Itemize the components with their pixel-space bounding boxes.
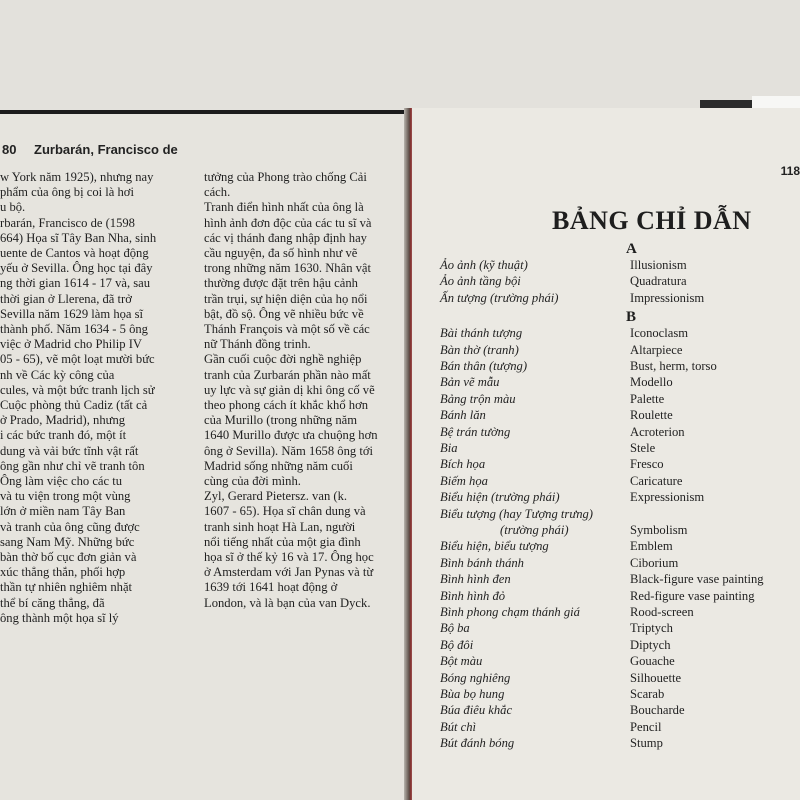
text-line: ng thời gian 1614 - 17 và, sau: [0, 276, 151, 291]
text-line: nổi tiếng nhất của một gia đình: [204, 534, 361, 549]
index-term-english: Triptych: [630, 621, 673, 636]
text-line: hình ảnh đơn độc của các tu sĩ và: [204, 215, 372, 230]
index-term-english: Ciborium: [630, 555, 679, 570]
index-term-vietnamese: Bản vẽ mẫu: [440, 375, 500, 390]
text-line: Sevilla năm 1629 làm họa sĩ: [0, 306, 144, 321]
text-line: 664) Họa sĩ Tây Ban Nha, sinh: [0, 230, 157, 245]
index-term-vietnamese: Ảo ảnh (kỹ thuật): [440, 258, 528, 272]
text-line: ông thành một họa sĩ lý: [0, 610, 119, 625]
text-line: họa sĩ ở thế kỷ 16 và 17. Ông học: [204, 550, 374, 565]
text-line: thành phố. Năm 1634 - 5 ông: [0, 322, 148, 337]
index-section-letter: A: [626, 241, 637, 257]
index-term-vietnamese: Bài thánh tượng: [440, 326, 523, 341]
index-term-english: Stump: [630, 736, 663, 751]
text-line: 05 - 65), vẽ một loạt mười bức: [0, 352, 155, 367]
text-line: 1640 Murillo được ưa chuộng hơn: [204, 428, 378, 443]
index-term-vietnamese: Biểu hiện (trường phái): [440, 490, 560, 505]
index-term-english: Modello: [630, 375, 673, 390]
index-term-english: Gouache: [630, 654, 675, 669]
text-line: thường được đặt trên hậu cảnh: [204, 276, 358, 291]
index-term-vietnamese: Bùa bọ hung: [440, 687, 505, 701]
index-term-english: Palette: [630, 391, 665, 406]
text-line: Madrid sống những năm cuối: [204, 458, 353, 473]
text-line: trần trụi, sự hiện diện của họ nổi: [204, 291, 368, 306]
right-page: [412, 108, 800, 800]
text-line: Thánh François và một số về các: [204, 322, 370, 337]
index-term-vietnamese: Biểu tượng (hay Tượng trưng): [440, 506, 593, 521]
index-term-english: Black-figure vase painting: [630, 572, 764, 587]
text-line: phẩm của ông bị coi là hơi: [0, 185, 134, 200]
text-line: London, và là bạn của van Dyck.: [204, 595, 371, 610]
text-line: ông ở Sevilla). Năm 1658 ông tới: [204, 443, 373, 458]
index-term-english: Acroterion: [630, 424, 685, 439]
index-term-english: Silhouette: [630, 670, 682, 685]
index-term-english: Expressionism: [630, 490, 705, 505]
index-term-vietnamese: Bộ đôi: [440, 637, 474, 652]
text-line: ở Amsterdam với Jan Pynas và từ: [204, 565, 374, 580]
index-term-english: Pencil: [630, 719, 662, 734]
text-line: theo phong cách ít khắc khổ hơn: [204, 398, 369, 413]
text-line: cùng của đời mình.: [204, 474, 301, 489]
text-line: cầu nguyện, đa số hình như vẽ: [204, 246, 358, 261]
text-line: và tu viện trong một vùng: [0, 489, 131, 504]
index-term-vietnamese: Bình hình đen: [440, 572, 511, 587]
text-line: Ông làm việc cho các tu: [0, 474, 123, 489]
index-term-vietnamese: Ảo ảnh tầng bội: [440, 274, 521, 289]
index-term-english: Red-figure vase painting: [630, 588, 755, 603]
text-line: và tranh của ông cũng được: [0, 519, 140, 534]
index-term-english: Altarpiece: [630, 342, 683, 357]
text-line: tranh sinh hoạt Hà Lan, người: [204, 519, 356, 534]
text-line: rbarán, Francisco de (1598: [0, 215, 135, 230]
index-term-vietnamese: Biếm họa: [440, 473, 488, 488]
text-line: 1639 tới 1641 hoạt động ở: [204, 580, 338, 595]
text-line: tranh của Zurbarán phần nào mất: [204, 367, 371, 382]
text-line: cách.: [204, 185, 231, 200]
text-line: u bộ.: [0, 200, 26, 215]
index-term-vietnamese: Ấn tượng (trường phái): [440, 290, 559, 305]
index-term-english: Impressionism: [630, 290, 705, 305]
index-term-vietnamese: Bán thân (tượng): [440, 359, 528, 373]
text-line: Tranh điển hình nhất của ông là: [204, 200, 364, 215]
index-term-vietnamese: Bình bánh thánh: [440, 555, 524, 570]
index-term-english: Bust, herm, torso: [630, 359, 717, 373]
index-term-vietnamese: Bệ trán tường: [440, 424, 511, 439]
index-term-vietnamese: Biểu hiện, biểu tượng: [440, 539, 549, 554]
left-running-header: Zurbarán, Francisco de: [34, 142, 178, 157]
right-page-number: 118: [780, 164, 800, 178]
left-column-text: [0, 170, 192, 626]
index-term-english: Illusionism: [630, 258, 687, 272]
index-title: BẢNG CHỈ DẪN: [552, 206, 752, 235]
text-line: Cuộc phòng thủ Cadiz (tất cả: [0, 398, 148, 413]
text-line: dung và vải bức tĩnh vật rất: [0, 443, 139, 458]
right-column-text: [204, 170, 400, 611]
text-line: việc ở Madrid cho Philip IV: [0, 337, 143, 352]
text-line: xúc thẳng thắn, phối hợp: [0, 565, 126, 580]
text-line: uy lực và sự giản dị khi ông cố vẽ: [204, 382, 375, 397]
text-line: nh về Các kỳ công của: [0, 367, 115, 382]
index-term-vietnamese: Bàn thờ (tranh): [440, 342, 519, 357]
text-line: trong những năm 1630. Nhân vật: [204, 261, 372, 276]
index-term-vietnamese: Bộ ba: [440, 621, 470, 636]
text-line: Gần cuối cuộc đời nghề nghiệp: [204, 352, 362, 367]
text-line: bật, đồ sộ. Ông vẽ nhiều bức về: [204, 306, 364, 321]
text-line: Zyl, Gerard Pietersz. van (k.: [204, 489, 348, 504]
index-term-vietnamese: Búa điêu khắc: [440, 703, 513, 718]
text-line: 1607 - 65). Họa sĩ chân dung và: [204, 504, 366, 519]
text-line: của Murillo (trong những năm: [204, 413, 358, 428]
index-term-english: Fresco: [630, 457, 664, 472]
index-term-english: Symbolism: [630, 523, 688, 537]
left-page: [0, 114, 408, 800]
index-term-vietnamese: Bút chì: [440, 719, 477, 734]
index-term-vietnamese: Bình hình đỏ: [440, 588, 506, 603]
left-page-number: 80: [2, 142, 17, 157]
text-line: thời gian ở Llerena, đã trở: [0, 291, 132, 306]
text-line: thần tự nhiên nghiêm nhặt: [0, 580, 133, 595]
index-term-vietnamese: Bia: [440, 441, 458, 455]
index-term-vietnamese: Bột màu: [440, 654, 483, 669]
text-line: uente de Cantos và hoạt động: [0, 246, 149, 261]
text-line: lớn ở miền nam Tây Ban: [0, 504, 126, 519]
open-book: [0, 100, 800, 800]
index-term-english: Caricature: [630, 473, 683, 488]
index-section-letter: B: [626, 309, 637, 326]
text-line: thể bí căng thẳng, đã: [0, 595, 105, 610]
index-term-english: Roulette: [630, 408, 673, 423]
index-term-vietnamese: Bảng trộn màu: [440, 391, 516, 406]
text-line: cules, và một bức tranh lịch sử: [0, 382, 155, 397]
text-line: các vị thánh đang nhập định hay: [204, 230, 367, 245]
index-term-english: Scarab: [630, 687, 665, 701]
index-term-vietnamese: (trường phái): [500, 523, 569, 537]
text-line: ở Prado, Madrid), nhưng: [0, 413, 126, 428]
index-term-english: Quadratura: [630, 274, 687, 289]
index-term-english: Emblem: [630, 539, 673, 554]
background-wall: [0, 0, 800, 110]
index-term-english: Stele: [630, 441, 656, 455]
index-term-vietnamese: Bóng nghiêng: [440, 670, 511, 685]
index-term-vietnamese: Bích họa: [440, 457, 486, 472]
text-line: i các bức tranh đó, một ít: [0, 428, 127, 443]
index-term-english: Iconoclasm: [630, 326, 689, 341]
text-line: nữ Thánh đồng trinh.: [204, 337, 311, 352]
index-term-english: Diptych: [630, 637, 671, 652]
text-line: tưởng của Phong trào chống Cải: [204, 170, 367, 184]
text-line: sang Nam Mỹ. Những bức: [0, 534, 135, 549]
index-term-english: Rood-screen: [630, 605, 694, 619]
text-line: bàn thờ bố cục đơn giản và: [0, 550, 137, 565]
index-term-vietnamese: Bình phong chạm thánh giá: [440, 605, 580, 619]
index-term-english: Boucharde: [630, 703, 685, 718]
index-term-vietnamese: Bút đánh bóng: [440, 736, 515, 751]
index-term-vietnamese: Bánh lăn: [440, 408, 486, 423]
text-line: yếu ở Sevilla. Ông học tại đây: [0, 261, 153, 276]
text-line: w York năm 1925), nhưng nay: [0, 170, 154, 184]
text-line: ông gần như chỉ vẽ tranh tôn: [0, 458, 145, 473]
